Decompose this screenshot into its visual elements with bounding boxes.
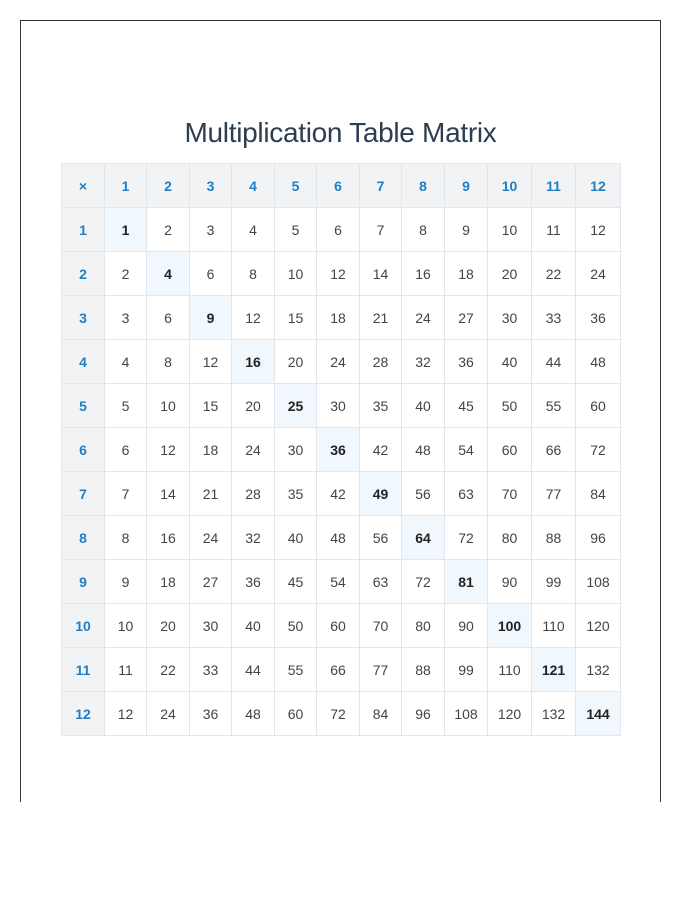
product-cell: 14: [147, 472, 190, 516]
product-cell: 7: [105, 472, 147, 516]
product-cell: 4: [232, 208, 275, 252]
diagonal-cell: 16: [232, 340, 275, 384]
product-cell: 54: [317, 560, 360, 604]
product-cell: 99: [532, 560, 576, 604]
product-cell: 110: [532, 604, 576, 648]
product-cell: 12: [190, 340, 232, 384]
product-cell: 8: [147, 340, 190, 384]
product-cell: 16: [402, 252, 445, 296]
product-cell: 18: [445, 252, 488, 296]
row-header: 5: [62, 384, 105, 428]
diagonal-cell: 1: [105, 208, 147, 252]
table-row: [62, 648, 621, 692]
product-cell: 10: [488, 208, 532, 252]
product-cell: 90: [488, 560, 532, 604]
product-cell: 32: [232, 516, 275, 560]
product-cell: 72: [576, 428, 621, 472]
corner-cell: ×: [62, 164, 105, 208]
product-cell: 36: [190, 692, 232, 736]
table-row: [62, 340, 621, 384]
table-row: [62, 384, 621, 428]
diagonal-cell: 64: [402, 516, 445, 560]
product-cell: 48: [317, 516, 360, 560]
product-cell: 20: [275, 340, 317, 384]
product-cell: 84: [360, 692, 402, 736]
column-header: 5: [275, 164, 317, 208]
product-cell: 12: [105, 692, 147, 736]
row-header: 12: [62, 692, 105, 736]
product-cell: 36: [576, 296, 621, 340]
product-cell: 44: [532, 340, 576, 384]
product-cell: 45: [275, 560, 317, 604]
diagonal-cell: 25: [275, 384, 317, 428]
product-cell: 27: [190, 560, 232, 604]
product-cell: 8: [402, 208, 445, 252]
product-cell: 72: [445, 516, 488, 560]
product-cell: 3: [105, 296, 147, 340]
column-header: 4: [232, 164, 275, 208]
product-cell: 63: [360, 560, 402, 604]
product-cell: 120: [576, 604, 621, 648]
product-cell: 108: [445, 692, 488, 736]
product-cell: 56: [402, 472, 445, 516]
product-cell: 60: [576, 384, 621, 428]
product-cell: 8: [232, 252, 275, 296]
product-cell: 5: [105, 384, 147, 428]
product-cell: 21: [360, 296, 402, 340]
table-row: [62, 472, 621, 516]
table-row: [62, 692, 621, 736]
product-cell: 36: [232, 560, 275, 604]
column-header: 10: [488, 164, 532, 208]
product-cell: 55: [532, 384, 576, 428]
product-cell: 18: [147, 560, 190, 604]
product-cell: 6: [190, 252, 232, 296]
table-header-row: [62, 164, 621, 208]
product-cell: 40: [232, 604, 275, 648]
table-row: [62, 296, 621, 340]
product-cell: 96: [402, 692, 445, 736]
diagonal-cell: 81: [445, 560, 488, 604]
row-header: 8: [62, 516, 105, 560]
product-cell: 30: [275, 428, 317, 472]
product-cell: 88: [402, 648, 445, 692]
product-cell: 80: [488, 516, 532, 560]
product-cell: 2: [147, 208, 190, 252]
row-header: 10: [62, 604, 105, 648]
product-cell: 66: [532, 428, 576, 472]
product-cell: 27: [445, 296, 488, 340]
product-cell: 108: [576, 560, 621, 604]
row-header: 6: [62, 428, 105, 472]
product-cell: 32: [402, 340, 445, 384]
product-cell: 18: [190, 428, 232, 472]
row-header: 3: [62, 296, 105, 340]
row-header: 9: [62, 560, 105, 604]
row-header: 1: [62, 208, 105, 252]
row-header: 4: [62, 340, 105, 384]
product-cell: 48: [232, 692, 275, 736]
product-cell: 24: [232, 428, 275, 472]
product-cell: 6: [317, 208, 360, 252]
product-cell: 48: [576, 340, 621, 384]
product-cell: 24: [402, 296, 445, 340]
table-row: [62, 516, 621, 560]
row-header: 2: [62, 252, 105, 296]
product-cell: 70: [360, 604, 402, 648]
product-cell: 35: [275, 472, 317, 516]
product-cell: 42: [317, 472, 360, 516]
product-cell: 60: [488, 428, 532, 472]
diagonal-cell: 121: [532, 648, 576, 692]
product-cell: 90: [445, 604, 488, 648]
column-header: 8: [402, 164, 445, 208]
product-cell: 12: [317, 252, 360, 296]
column-header: 7: [360, 164, 402, 208]
page-title: Multiplication Table Matrix: [184, 117, 497, 148]
product-cell: 28: [232, 472, 275, 516]
diagonal-cell: 144: [576, 692, 621, 736]
product-cell: 88: [532, 516, 576, 560]
column-header: 1: [105, 164, 147, 208]
product-cell: 18: [317, 296, 360, 340]
product-cell: 20: [232, 384, 275, 428]
table-row: [62, 252, 621, 296]
product-cell: 30: [190, 604, 232, 648]
product-cell: 44: [232, 648, 275, 692]
product-cell: 30: [317, 384, 360, 428]
product-cell: 60: [275, 692, 317, 736]
product-cell: 36: [445, 340, 488, 384]
column-header: 12: [576, 164, 621, 208]
product-cell: 22: [147, 648, 190, 692]
multiplication-table: [61, 163, 621, 736]
product-cell: 24: [147, 692, 190, 736]
product-cell: 33: [190, 648, 232, 692]
product-cell: 20: [488, 252, 532, 296]
product-cell: 30: [488, 296, 532, 340]
product-cell: 66: [317, 648, 360, 692]
product-cell: 9: [105, 560, 147, 604]
column-header: 2: [147, 164, 190, 208]
product-cell: 7: [360, 208, 402, 252]
column-header: 3: [190, 164, 232, 208]
table-row: [62, 208, 621, 252]
product-cell: 10: [105, 604, 147, 648]
product-cell: 12: [232, 296, 275, 340]
product-cell: 40: [488, 340, 532, 384]
product-cell: 35: [360, 384, 402, 428]
product-cell: 33: [532, 296, 576, 340]
table-body: [62, 208, 621, 736]
product-cell: 8: [105, 516, 147, 560]
product-cell: 96: [576, 516, 621, 560]
column-header: 9: [445, 164, 488, 208]
product-cell: 40: [275, 516, 317, 560]
table-row: [62, 604, 621, 648]
diagonal-cell: 9: [190, 296, 232, 340]
diagonal-cell: 100: [488, 604, 532, 648]
product-cell: 21: [190, 472, 232, 516]
product-cell: 45: [445, 384, 488, 428]
product-cell: 15: [275, 296, 317, 340]
table-row: [62, 428, 621, 472]
product-cell: 15: [190, 384, 232, 428]
product-cell: 40: [402, 384, 445, 428]
product-cell: 10: [275, 252, 317, 296]
diagonal-cell: 4: [147, 252, 190, 296]
product-cell: 56: [360, 516, 402, 560]
product-cell: 5: [275, 208, 317, 252]
product-cell: 50: [275, 604, 317, 648]
product-cell: 72: [317, 692, 360, 736]
product-cell: 99: [445, 648, 488, 692]
product-cell: 3: [190, 208, 232, 252]
product-cell: 48: [402, 428, 445, 472]
product-cell: 10: [147, 384, 190, 428]
product-cell: 20: [147, 604, 190, 648]
product-cell: 2: [105, 252, 147, 296]
product-cell: 80: [402, 604, 445, 648]
product-cell: 70: [488, 472, 532, 516]
column-header: 11: [532, 164, 576, 208]
page-frame: [20, 20, 661, 802]
product-cell: 60: [317, 604, 360, 648]
product-cell: 42: [360, 428, 402, 472]
row-header: 7: [62, 472, 105, 516]
product-cell: 12: [576, 208, 621, 252]
product-cell: 132: [576, 648, 621, 692]
product-cell: 54: [445, 428, 488, 472]
product-cell: 120: [488, 692, 532, 736]
product-cell: 72: [402, 560, 445, 604]
product-cell: 24: [576, 252, 621, 296]
product-cell: 12: [147, 428, 190, 472]
product-cell: 55: [275, 648, 317, 692]
product-cell: 132: [532, 692, 576, 736]
product-cell: 11: [532, 208, 576, 252]
product-cell: 9: [445, 208, 488, 252]
column-header: 6: [317, 164, 360, 208]
product-cell: 84: [576, 472, 621, 516]
product-cell: 77: [532, 472, 576, 516]
product-cell: 24: [317, 340, 360, 384]
product-cell: 77: [360, 648, 402, 692]
product-cell: 22: [532, 252, 576, 296]
product-cell: 28: [360, 340, 402, 384]
diagonal-cell: 36: [317, 428, 360, 472]
product-cell: 11: [105, 648, 147, 692]
product-cell: 4: [105, 340, 147, 384]
product-cell: 50: [488, 384, 532, 428]
product-cell: 6: [147, 296, 190, 340]
diagonal-cell: 49: [360, 472, 402, 516]
product-cell: 6: [105, 428, 147, 472]
row-header: 11: [62, 648, 105, 692]
product-cell: 16: [147, 516, 190, 560]
product-cell: 63: [445, 472, 488, 516]
table-row: [62, 560, 621, 604]
product-cell: 14: [360, 252, 402, 296]
product-cell: 110: [488, 648, 532, 692]
product-cell: 24: [190, 516, 232, 560]
